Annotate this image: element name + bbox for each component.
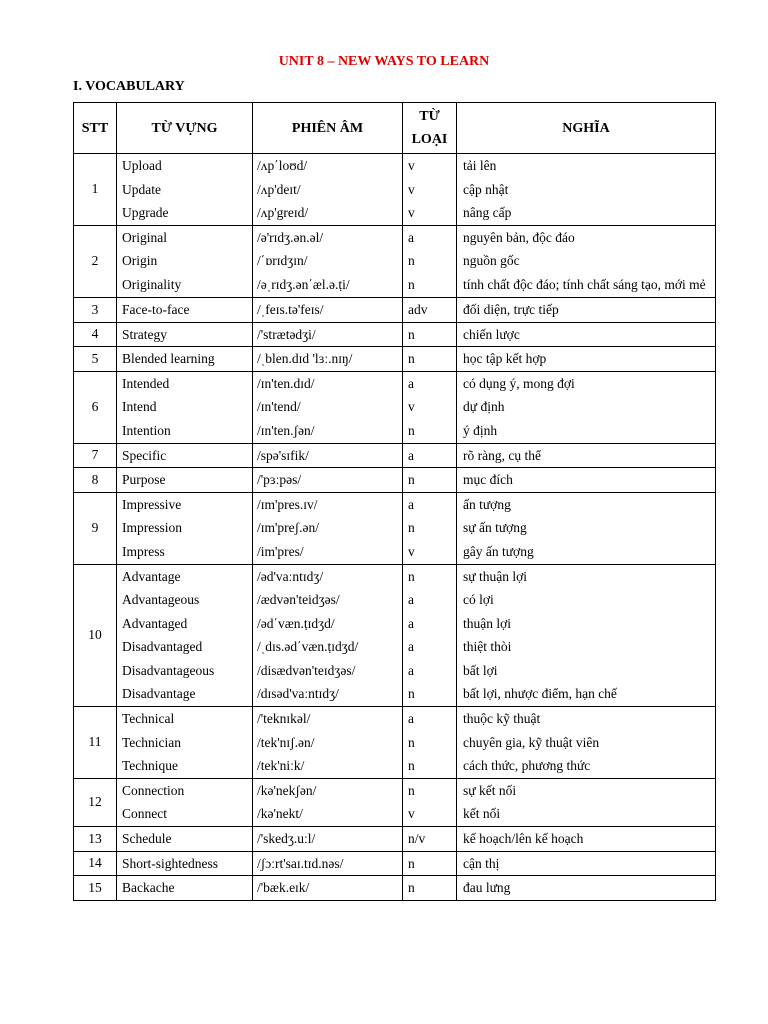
vocab-part-of-speech: a bbox=[408, 496, 414, 512]
vocab-meaning-cell bbox=[457, 876, 716, 901]
vocab-pronunciation-cell bbox=[253, 827, 403, 852]
vocab-word: Technical bbox=[122, 711, 175, 727]
vocab-meaning: dự định bbox=[463, 399, 505, 415]
vocab-part-of-speech: v bbox=[408, 181, 415, 197]
vocab-part-of-speech-cell bbox=[403, 347, 457, 372]
vocab-pronunciation: /əˌrɪdʒ.ən΄æl.ə.ṭi/ bbox=[257, 276, 350, 292]
vocab-meaning: ấn tượng bbox=[463, 496, 511, 512]
vocab-word-cell bbox=[117, 371, 253, 443]
header-part-of-speech bbox=[403, 103, 457, 154]
vocab-part-of-speech-cell bbox=[403, 827, 457, 852]
vocab-pronunciation: /ɪn'ten.dɪd/ bbox=[257, 375, 315, 391]
vocab-pronunciation: /im'pres/ bbox=[257, 543, 304, 559]
vocab-meaning: tính chất độc đáo; tính chất sáng tạo, mới mẻ bbox=[463, 276, 706, 292]
vocab-meaning: bất lợi bbox=[463, 662, 498, 678]
vocab-part-of-speech-cell bbox=[403, 443, 457, 468]
vocab-meaning-cell bbox=[457, 492, 716, 564]
vocab-word: Technician bbox=[122, 734, 182, 750]
vocab-part-of-speech-cell bbox=[403, 322, 457, 347]
table-row bbox=[74, 297, 716, 322]
vocab-word: Disadvantaged bbox=[122, 639, 203, 655]
vocab-meaning: học tập kết hợp bbox=[463, 351, 547, 367]
vocab-pronunciation: /ɪn'tend/ bbox=[257, 399, 301, 415]
vocab-part-of-speech: v bbox=[408, 543, 415, 559]
vocab-word-cell bbox=[117, 468, 253, 493]
vocab-pronunciation: /dɪsəd'vaːntɪdʒ/ bbox=[257, 686, 339, 702]
vocab-word: Strategy bbox=[122, 326, 167, 342]
table-row bbox=[74, 154, 716, 226]
table-row bbox=[74, 225, 716, 297]
vocab-meaning: sự ấn tượng bbox=[463, 520, 527, 536]
vocab-word-cell bbox=[117, 876, 253, 901]
vocab-word-cell bbox=[117, 225, 253, 297]
table-body bbox=[74, 154, 716, 901]
vocab-pronunciation: /ʌp'deɪt/ bbox=[257, 181, 301, 197]
vocab-meaning-cell bbox=[457, 443, 716, 468]
vocab-meaning: kế hoạch/lên kế hoạch bbox=[463, 831, 584, 847]
vocab-meaning: sự thuận lợi bbox=[463, 568, 527, 584]
vocab-meaning: chuyên gia, kỹ thuật viên bbox=[463, 734, 600, 750]
vocab-word: Impression bbox=[122, 520, 182, 536]
header-pronunciation: PHIÊN ÂM bbox=[253, 103, 403, 154]
vocab-pronunciation: /ɪm'preʃ.ən/ bbox=[257, 520, 320, 536]
vocab-word-cell bbox=[117, 322, 253, 347]
table-row bbox=[74, 371, 716, 443]
vocab-word: Intended bbox=[122, 375, 170, 391]
vocab-pronunciation: /tek'nɪʃ.ən/ bbox=[257, 734, 315, 750]
vocab-meaning: thiệt thòi bbox=[463, 639, 512, 655]
vocab-meaning-cell bbox=[457, 827, 716, 852]
vocab-word: Purpose bbox=[122, 472, 166, 488]
header-pos-line-2: LOẠI bbox=[411, 132, 448, 147]
row-number: 12 bbox=[74, 778, 117, 826]
vocab-meaning: cận thị bbox=[463, 855, 500, 871]
header-pos-line-1: TỪ bbox=[419, 109, 440, 124]
vocab-word: Impressive bbox=[122, 496, 182, 512]
vocab-word: Connection bbox=[122, 782, 185, 798]
vocab-pronunciation: /ædvən'teidʒəs/ bbox=[257, 592, 340, 608]
vocab-meaning: nguyên bản, độc đáo bbox=[463, 229, 575, 245]
table-row bbox=[74, 876, 716, 901]
vocab-pronunciation-cell bbox=[253, 851, 403, 876]
vocab-part-of-speech-cell bbox=[403, 154, 457, 226]
row-number: 3 bbox=[74, 297, 117, 322]
vocab-meaning: đau lưng bbox=[463, 880, 511, 896]
table-row bbox=[74, 851, 716, 876]
section-heading: I. VOCABULARY bbox=[73, 79, 185, 94]
vocab-part-of-speech: n bbox=[408, 880, 415, 896]
vocab-part-of-speech: n bbox=[408, 686, 415, 702]
vocab-part-of-speech: n bbox=[408, 758, 415, 774]
vocab-word-cell bbox=[117, 154, 253, 226]
vocab-part-of-speech-cell bbox=[403, 225, 457, 297]
vocab-part-of-speech: n bbox=[408, 326, 415, 342]
vocab-pronunciation-cell bbox=[253, 468, 403, 493]
vocab-part-of-speech-cell bbox=[403, 564, 457, 707]
vocab-meaning: ý định bbox=[463, 422, 498, 438]
vocab-pronunciation: /'strætədʒi/ bbox=[257, 326, 316, 342]
table-header-row bbox=[74, 103, 716, 154]
vocab-part-of-speech-cell bbox=[403, 297, 457, 322]
vocab-part-of-speech: n bbox=[408, 568, 415, 584]
vocab-meaning-cell bbox=[457, 297, 716, 322]
vocab-part-of-speech: n bbox=[408, 472, 415, 488]
vocab-meaning-cell bbox=[457, 322, 716, 347]
row-number: 1 bbox=[74, 154, 117, 226]
vocab-part-of-speech: n bbox=[408, 734, 415, 750]
vocab-meaning-cell bbox=[457, 778, 716, 826]
vocab-pronunciation-cell bbox=[253, 297, 403, 322]
vocab-meaning-cell bbox=[457, 851, 716, 876]
vocab-meaning-cell bbox=[457, 347, 716, 372]
vocab-pronunciation-cell bbox=[253, 876, 403, 901]
vocab-part-of-speech: a bbox=[408, 447, 414, 463]
vocab-meaning: thuộc kỹ thuật bbox=[463, 711, 541, 727]
table-row bbox=[74, 778, 716, 826]
document-title: UNIT 8 – NEW WAYS TO LEARN bbox=[278, 54, 490, 69]
vocab-pronunciation: /disædvən'teɪdʒəs/ bbox=[257, 662, 356, 678]
vocab-word: Originality bbox=[122, 276, 182, 292]
vocab-part-of-speech-cell bbox=[403, 707, 457, 779]
vocab-pronunciation: /spə'sɪfik/ bbox=[257, 447, 309, 463]
vocab-meaning-cell bbox=[457, 225, 716, 297]
vocab-pronunciation: /ɪm'pres.ɪv/ bbox=[257, 496, 318, 512]
vocab-word-cell bbox=[117, 443, 253, 468]
vocab-word-cell bbox=[117, 347, 253, 372]
vocab-part-of-speech: n/v bbox=[408, 831, 426, 847]
vocab-pronunciation: /kə'nekʃən/ bbox=[257, 782, 317, 798]
vocab-pronunciation: /΄ɒrɪdʒɪn/ bbox=[257, 253, 308, 269]
row-number: 11 bbox=[74, 707, 117, 779]
header-meaning: NGHĨA bbox=[457, 103, 716, 154]
vocab-meaning-cell bbox=[457, 371, 716, 443]
vocab-part-of-speech: a bbox=[408, 711, 414, 727]
table-row bbox=[74, 322, 716, 347]
row-number: 6 bbox=[74, 371, 117, 443]
vocab-word-cell bbox=[117, 492, 253, 564]
vocab-word: Connect bbox=[122, 806, 167, 822]
vocab-pronunciation: /ˌdɪs.əd΄væn.ṭɪdʒd/ bbox=[257, 639, 359, 655]
vocab-pronunciation: /əd΄væn.ṭɪdʒd/ bbox=[257, 615, 335, 631]
vocab-part-of-speech-cell bbox=[403, 468, 457, 493]
vocab-word: Advantaged bbox=[122, 615, 188, 631]
vocab-word: Short-sightedness bbox=[122, 855, 218, 871]
vocab-pronunciation-cell bbox=[253, 225, 403, 297]
row-number: 4 bbox=[74, 322, 117, 347]
vocab-word: Disadvantage bbox=[122, 686, 196, 702]
vocab-part-of-speech: n bbox=[408, 253, 415, 269]
row-number: 15 bbox=[74, 876, 117, 901]
table-row bbox=[74, 827, 716, 852]
table-row bbox=[74, 347, 716, 372]
table-row bbox=[74, 468, 716, 493]
vocab-part-of-speech: n bbox=[408, 520, 415, 536]
vocab-word: Backache bbox=[122, 880, 175, 896]
vocab-meaning: nguồn gốc bbox=[463, 253, 520, 269]
vocab-word: Upgrade bbox=[122, 205, 169, 221]
vocab-meaning: có lợi bbox=[463, 592, 494, 608]
vocab-pronunciation-cell bbox=[253, 564, 403, 707]
vocab-pronunciation: /ɪn'ten.ʃən/ bbox=[257, 422, 315, 438]
vocab-word-cell bbox=[117, 564, 253, 707]
vocab-word: Advantage bbox=[122, 568, 181, 584]
vocab-part-of-speech: a bbox=[408, 375, 414, 391]
vocab-pronunciation: /əd'vaːntɪdʒ/ bbox=[257, 568, 324, 584]
vocab-word: Update bbox=[122, 181, 161, 197]
vocab-word: Specific bbox=[122, 447, 167, 463]
vocab-meaning: cập nhật bbox=[463, 181, 509, 197]
vocab-meaning-cell bbox=[457, 468, 716, 493]
vocabulary-table bbox=[73, 102, 716, 901]
vocab-pronunciation-cell bbox=[253, 443, 403, 468]
vocab-word: Technique bbox=[122, 758, 179, 774]
vocab-meaning: rõ ràng, cụ thể bbox=[463, 447, 541, 463]
vocab-pronunciation: /ˌfeɪs.tə'feɪs/ bbox=[257, 301, 324, 317]
vocab-part-of-speech: n bbox=[408, 855, 415, 871]
vocab-meaning: gây ấn tượng bbox=[463, 543, 534, 559]
row-number: 9 bbox=[74, 492, 117, 564]
vocab-meaning: sự kết nối bbox=[463, 782, 517, 798]
vocab-word: Origin bbox=[122, 253, 158, 269]
row-number: 7 bbox=[74, 443, 117, 468]
vocab-word-cell bbox=[117, 707, 253, 779]
vocab-meaning: đối diện, trực tiếp bbox=[463, 301, 559, 317]
row-number: 2 bbox=[74, 225, 117, 297]
vocab-pronunciation: /ə'rɪdʒ.ən.əl/ bbox=[257, 229, 324, 245]
vocab-word: Schedule bbox=[122, 831, 172, 847]
header-stt: STT bbox=[74, 103, 117, 154]
vocab-pronunciation: /ʃɔːrt'saɪ.tɪd.nəs/ bbox=[257, 855, 344, 871]
vocab-pronunciation-cell bbox=[253, 492, 403, 564]
vocab-meaning: nâng cấp bbox=[463, 205, 512, 221]
vocab-word: Original bbox=[122, 229, 167, 245]
vocab-part-of-speech: n bbox=[408, 782, 415, 798]
vocab-word-cell bbox=[117, 827, 253, 852]
vocab-part-of-speech: v bbox=[408, 806, 415, 822]
vocab-part-of-speech: adv bbox=[408, 301, 428, 317]
vocab-part-of-speech: n bbox=[408, 276, 415, 292]
vocab-part-of-speech: n bbox=[408, 351, 415, 367]
table-row bbox=[74, 707, 716, 779]
vocab-meaning: có dụng ý, mong đợi bbox=[463, 375, 575, 391]
vocab-pronunciation-cell bbox=[253, 347, 403, 372]
table-row bbox=[74, 492, 716, 564]
vocab-meaning: tải lên bbox=[463, 158, 497, 173]
row-number: 14 bbox=[74, 851, 117, 876]
row-number: 13 bbox=[74, 827, 117, 852]
vocab-word: Blended learning bbox=[122, 351, 215, 367]
vocab-pronunciation: /'pɜːpəs/ bbox=[257, 472, 302, 488]
row-number: 8 bbox=[74, 468, 117, 493]
vocab-part-of-speech-cell bbox=[403, 371, 457, 443]
header-word: TỪ VỰNG bbox=[117, 103, 253, 154]
row-number: 5 bbox=[74, 347, 117, 372]
vocab-word: Disadvantageous bbox=[122, 662, 215, 678]
vocab-meaning: kết nối bbox=[463, 806, 501, 822]
vocab-part-of-speech: v bbox=[408, 205, 415, 221]
vocab-pronunciation-cell bbox=[253, 371, 403, 443]
vocab-pronunciation: /tek'niːk/ bbox=[257, 758, 305, 774]
vocab-pronunciation-cell bbox=[253, 778, 403, 826]
vocab-part-of-speech-cell bbox=[403, 851, 457, 876]
vocab-pronunciation: /'skedʒ.uːl/ bbox=[257, 831, 316, 847]
row-number: 10 bbox=[74, 564, 117, 707]
vocab-pronunciation: /'bæk.eɪk/ bbox=[257, 880, 310, 896]
vocab-part-of-speech: v bbox=[408, 158, 415, 173]
vocab-word: Face-to-face bbox=[122, 301, 190, 317]
vocab-meaning-cell bbox=[457, 154, 716, 226]
vocab-meaning: mục đích bbox=[463, 472, 513, 488]
vocab-word: Intention bbox=[122, 422, 171, 438]
vocab-meaning: cách thức, phương thức bbox=[463, 758, 591, 774]
vocab-meaning: thuận lợi bbox=[463, 615, 512, 631]
vocab-meaning-cell bbox=[457, 707, 716, 779]
vocab-meaning: chiến lược bbox=[463, 326, 520, 342]
vocab-pronunciation: /ʌp΄loʊd/ bbox=[257, 158, 308, 173]
vocab-meaning-cell bbox=[457, 564, 716, 707]
vocab-part-of-speech: a bbox=[408, 229, 414, 245]
vocab-word: Upload bbox=[122, 158, 162, 173]
table-row bbox=[74, 443, 716, 468]
vocab-pronunciation: /'teknɪkəl/ bbox=[257, 711, 311, 727]
vocab-part-of-speech: a bbox=[408, 592, 414, 608]
vocab-pronunciation-cell bbox=[253, 154, 403, 226]
vocab-pronunciation: /kə'nekt/ bbox=[257, 806, 303, 822]
vocab-pronunciation: /ʌp'greɪd/ bbox=[257, 205, 309, 221]
vocab-pronunciation-cell bbox=[253, 707, 403, 779]
vocab-word: Impress bbox=[122, 543, 165, 559]
vocab-part-of-speech: v bbox=[408, 399, 415, 415]
table-row bbox=[74, 564, 716, 707]
vocab-part-of-speech-cell bbox=[403, 876, 457, 901]
vocab-word-cell bbox=[117, 297, 253, 322]
vocab-word: Advantageous bbox=[122, 592, 200, 608]
vocab-pronunciation-cell bbox=[253, 322, 403, 347]
vocab-part-of-speech-cell bbox=[403, 492, 457, 564]
vocab-meaning: bất lợi, nhược điểm, hạn chế bbox=[463, 686, 617, 702]
vocab-word-cell bbox=[117, 851, 253, 876]
vocab-part-of-speech: a bbox=[408, 639, 414, 655]
vocab-pronunciation: /ˌblen.dɪd 'lɜː.nɪŋ/ bbox=[257, 351, 353, 367]
vocab-part-of-speech: a bbox=[408, 662, 414, 678]
vocab-part-of-speech: a bbox=[408, 615, 414, 631]
vocab-word: Intend bbox=[122, 399, 157, 415]
vocab-part-of-speech: n bbox=[408, 422, 415, 438]
vocab-part-of-speech-cell bbox=[403, 778, 457, 826]
vocab-word-cell bbox=[117, 778, 253, 826]
